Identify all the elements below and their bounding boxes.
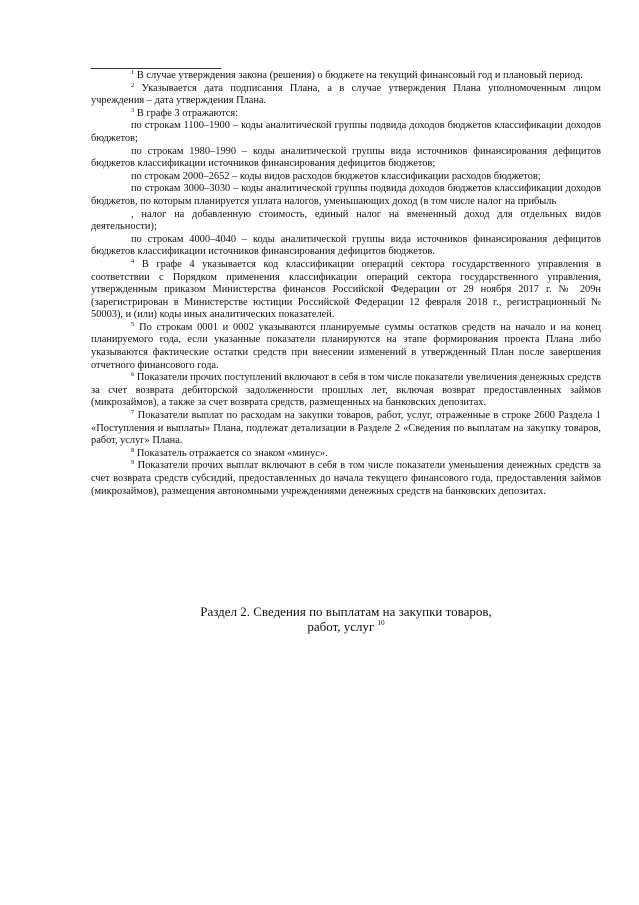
footnote-3-item: по строкам 4000–4040 – коды аналитической группы вида источников финансирования дефицитов бюджетов классификации источников финансирования дефицитов бюджетов. [91,233,601,258]
footnote-3 [91,108,601,121]
footnote-text: Показатель отражается со знаком «минус». [136,447,328,459]
footnote-mark: 10 [377,619,385,627]
footnote-3-item: по строкам 2000–2652 – коды видов расходов бюджетов классификации расходов бюджетов; [131,170,541,182]
footnote-text: В случае утверждения закона (решения) о бюджете на текущий финансовый год и плановый период. [136,70,583,81]
footnote-1 [91,70,601,83]
section-heading [91,604,601,634]
footnote-text: Показатели выплат по расходам на закупки товаров, работ, услуг, отраженные в строке 2600 Раздела 1 «Поступления и выплаты» Плана, подлежат детализации в Разделе 2 «Сведения по выплатам на закупку товаров, работ, услуг» Плана. [91,410,601,447]
footnote-text: Показатели прочих поступлений включают в себя в том числе показатели увеличения денежных средств за счет возврата дебиторской задолженности прошлых лет, включая возврат предоставленных займов (микрозаймов), а также за счет возврата средств, размещенных на банковских депозитах. [91,372,601,409]
footnote-mark: 8 [131,446,135,454]
footnote-7 [91,410,601,448]
footnotes-block [91,70,601,498]
footnote-mark: 7 [131,409,135,417]
footnote-separator [91,68,221,69]
footnote-6 [91,372,601,410]
footnote-4 [91,259,601,322]
section-heading-line1: Раздел 2. Сведения по выплатам на закупки товаров, [200,604,492,619]
footnote-text: В графе 3 отражаются: [136,107,239,119]
footnote-mark: 4 [131,257,135,265]
section-heading-line2 [91,619,601,634]
footnote-3-item: по строкам 3000–3030 – коды аналитической группы подвида доходов бюджетов классификации доходов бюджетов, по которым планируется уплата налогов, уменьшающих доход (в том числе налог на прибыль [91,183,601,207]
footnote-mark: 6 [131,371,135,379]
footnote-8 [91,448,601,461]
footnote-text: Показатели прочих выплат включают в себя в том числе показатели уменьшения денежных средств за счет возврата средств субсидий, предоставленных до начала текущего финансового года, предоставления займов (микрозаймов), размещения автономными учреждениями денежных средств на банковских депозитах. [91,460,601,497]
footnote-mark: 2 [131,81,135,89]
footnote-text: В графе 4 указывается код классификации операций сектора государственного управления в соответствии с Порядком применения классификации операций сектора государственного управления, утвержденным приказом Министерства финансов Российской Федерации от 29 ноября 2017 г. № 209н (зарегистрирован в Министерстве юстиции Российской Федерации 12 февраля 2018 г., регистрационный № 50003), и (или) коды иных аналитических показателей. [91,258,601,321]
footnote-2 [91,83,601,108]
footnote-text: Указывается дата подписания Плана, а в случае утверждения Плана уполномоченным лицом учреждения – дата утверждения Плана. [91,82,601,107]
footnote-5 [91,322,601,372]
footnote-3-item: по строкам 1100–1900 – коды аналитической группы подвида доходов бюджетов классификации доходов бюджетов; [91,120,601,144]
footnote-text: По строкам 0001 и 0002 указываются планируемые суммы остатков средств на начало и на конец планируемого года, если указанные показатели планируются на этапе формирования проекта Плана либо указываются фактические остатки средств при внесении изменений в утвержденный План после завершения отчетного финансового года. [91,321,601,371]
footnote-mark: 3 [131,106,135,114]
footnote-mark: 1 [131,69,135,76]
footnote-3-item: , налог на добавленную стоимость, единый налог на вмененный доход для отдельных видов деятельности); [91,208,601,233]
footnote-9 [91,460,601,498]
footnote-mark: 5 [131,320,135,328]
footnote-3-item: по строкам 1980–1990 – коды аналитической группы вида источников финансирования дефицитов бюджетов классификации источников финансирования дефицитов бюджетов; [91,145,601,170]
footnote-mark: 9 [131,459,135,467]
section-heading-text: работ, услуг [307,619,375,634]
